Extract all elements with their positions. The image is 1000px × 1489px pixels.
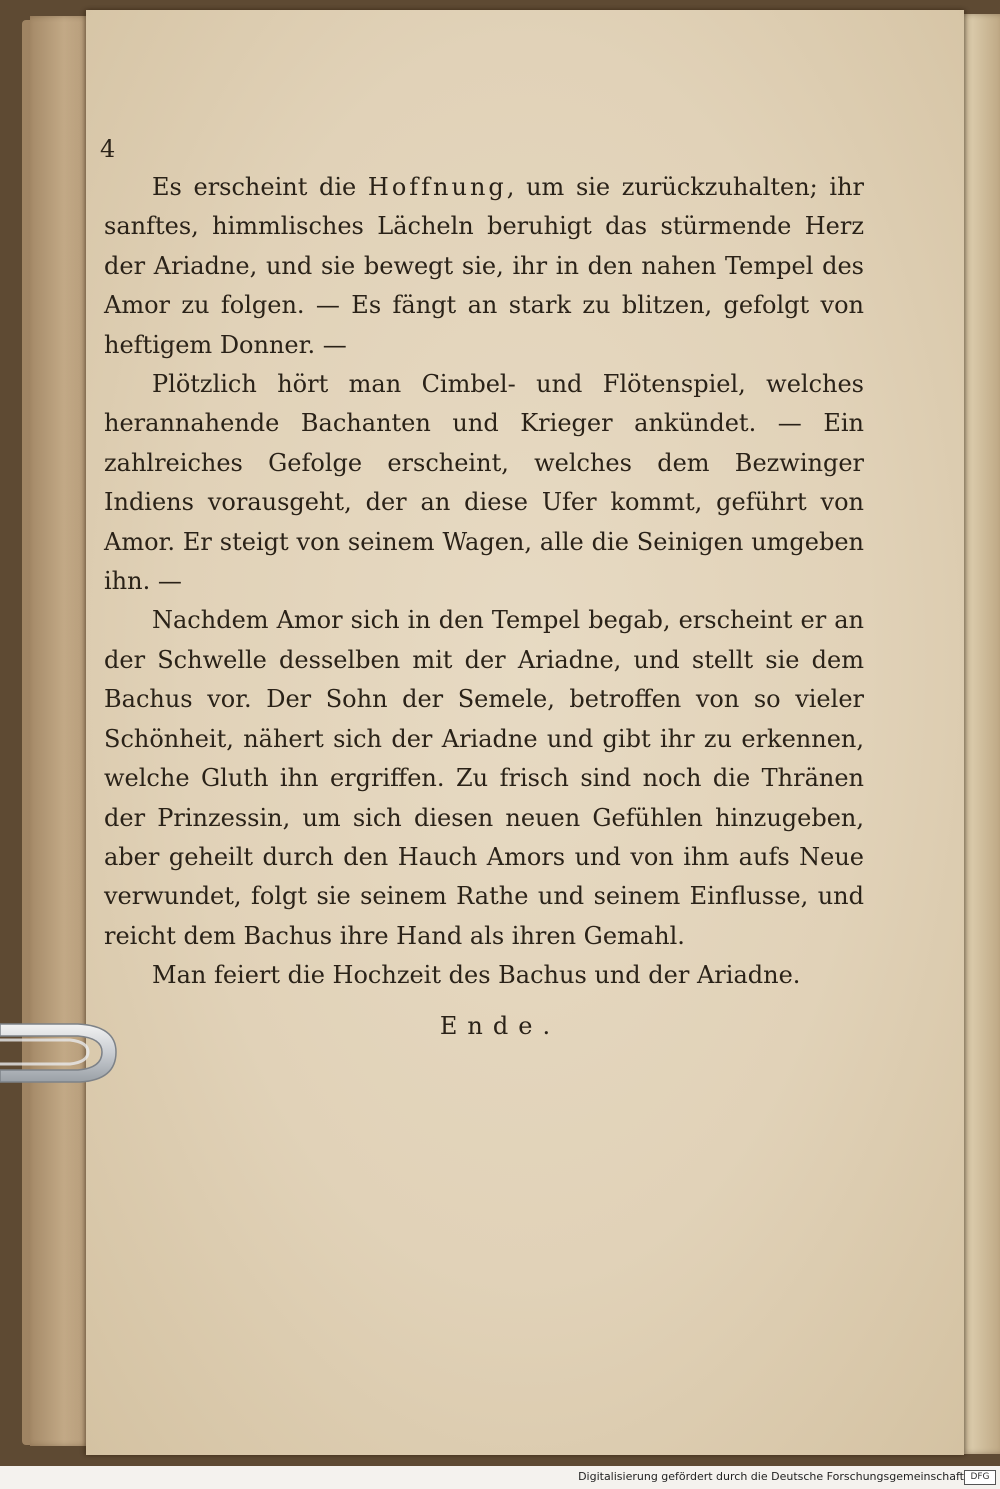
paragraph-text: Nachdem Amor sich in den Tempel begab, erscheint er an der Schwelle desselben mit der Ariadne, und stellt sie dem Bachus vor. Der Sohn der Semele, betroffen von so vieler Schönheit, nähert sich der Ariadne und gibt ihr zu erkennen, welche Gluth ihn ergriffen. Zu frisch sind noch die Thränen der Prinzessin, um sich diesen neuen Gefühlen hinzugeben, aber geheilt durch den Hauch Amors und von ihm aufs Neue verwundet, folgt sie seinem Rathe und seinem Einflusse, und reicht dem Bachus ihre Hand als ihren Gemahl.: [104, 606, 864, 950]
footer-bar: [0, 1466, 1000, 1489]
left-page-edges: [30, 16, 92, 1446]
paragraph-lead: Es erscheint die: [152, 173, 368, 201]
paragraph: [104, 168, 864, 365]
funding-credit: Digitalisierung gefördert durch die Deutsche Forschungsgemeinschaft: [578, 1470, 964, 1483]
emphasized-word: Hoffnung: [367, 173, 507, 201]
dfg-logo: DFG: [964, 1470, 996, 1485]
page-number: 4: [100, 135, 116, 163]
paragraph-text: , um sie zurückzuhalten; ihr sanftes, himmlisches Lächeln beruhigt das stürmende Herz der Ariadne, und sie bewegt sie, ihr in den nahen Tempel des Amor zu folgen. — Es fängt an stark zu blitzen, gefolgt von heftigem Donner. —: [104, 173, 864, 359]
paragraph-text: Plötzlich hört man Cimbel- und Flötenspiel, welches herannahende Bachanten und Krieger ankündet. — Ein zahlreiches Gefolge erscheint, welches dem Bezwinger Indiens vorausgeht, der an diese Ufer kommt, geführt von Amor. Er steigt von seinem Wagen, alle die Seinigen umgeben ihn. —: [104, 370, 864, 596]
closing-word: Ende.: [439, 1012, 561, 1040]
paragraph: [104, 601, 864, 956]
paragraph-text: Man feiert die Hochzeit des Bachus und der Ariadne.: [152, 961, 801, 990]
text-body: [104, 168, 864, 996]
paragraph: [104, 365, 864, 601]
paragraph: [104, 956, 864, 995]
